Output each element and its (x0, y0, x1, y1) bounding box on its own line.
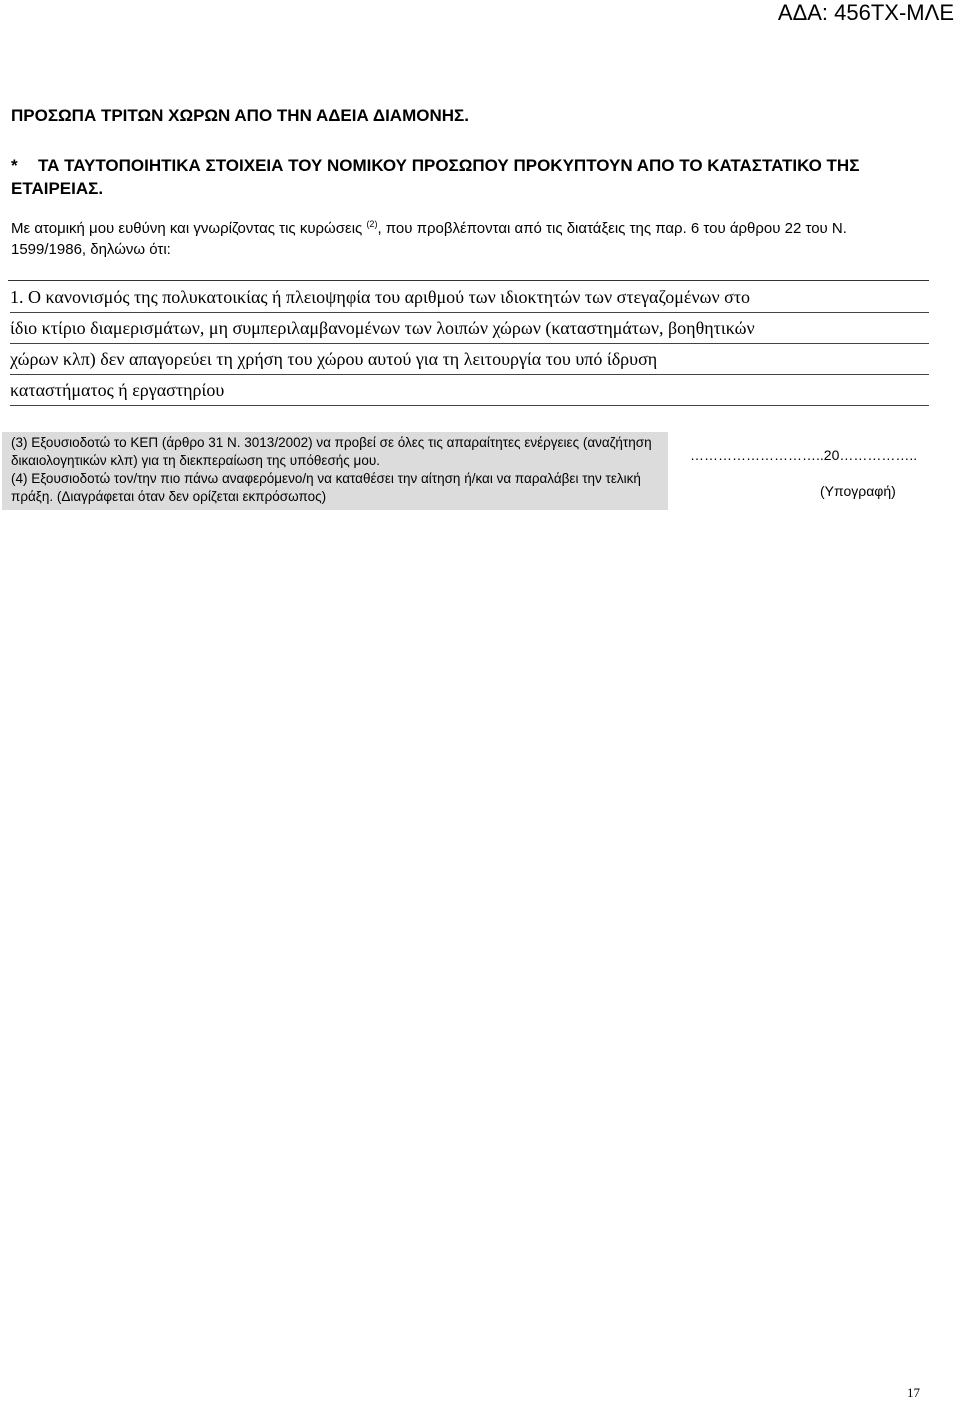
declaration-top-rule (8, 280, 929, 281)
signature-label: (Υπογραφή) (820, 483, 896, 499)
intro-text-start: Με ατομική μου ευθύνη και γνωρίζοντας τις κυρώσεις (11, 220, 367, 237)
declaration-line: χώρων κλπ) δεν απαγορεύει τη χρήση του χώρου αυτού για τη λειτουργία του υπό ίδρυση (10, 344, 929, 375)
declaration-line: ίδιο κτίριο διαμερισμάτων, μη συμπεριλαμβανομένων των λοιπών χώρων (καταστημάτων, βοηθητικών (10, 313, 929, 344)
declaration-intro (11, 218, 916, 260)
page-number: 17 (907, 1385, 920, 1400)
heading-legal-entity-note (11, 154, 921, 200)
footnote-reference: (2) (366, 219, 378, 229)
declaration-line: καταστήματος ή εργαστηρίου (10, 375, 929, 406)
footnotes-box (2, 432, 668, 510)
ada-code: ΑΔΑ: 456ΤΧ-ΜΛΕ (777, 0, 954, 25)
footnote-4: (4) Εξουσιοδοτώ τον/την πιο πάνω αναφερόμενο/η να καταθέσει την αίτηση ή/και να παραλάβει την τελική πράξη. (Διαγράφεται όταν δεν ορίζεται εκπρόσωπος) (11, 471, 641, 504)
heading-third-country-nationals: ΠΡΟΣΩΠΑ ΤΡΙΤΩΝ ΧΩΡΩΝ ΑΠΟ ΤΗΝ ΑΔΕΙΑ ΔΙΑΜΟΝΗΣ. (11, 106, 469, 125)
heading-legal-entity-text: ΤΑ ΤΑΥΤΟΠΟΙΗΤΙΚΑ ΣΤΟΙΧΕΙΑ ΤΟΥ ΝΟΜΙΚΟΥ ΠΡΟΣΩΠΟΥ ΠΡΟΚΥΠΤΟΥΝ ΑΠΟ ΤΟ ΚΑΤΑΣΤΑΤΙΚΟ ΤΗΣ ΕΤΑΙΡΕΙΑΣ. (11, 156, 860, 198)
intro-text-end: , που προβλέπονται από τις διατάξεις της παρ. 6 του άρθρου 22 του Ν. 1599/1986, δηλώνω ότι: (11, 220, 847, 258)
date-line: ………………………..20…………….. (690, 447, 918, 463)
declaration-line: 1. Ο κανονισμός της πολυκατοικίας ή πλειοψηφία του αριθμού των ιδιοκτητών των στεγαζομένων στο (10, 282, 929, 313)
declaration-text-block (10, 282, 929, 406)
footnote-3: (3) Εξουσιοδοτώ το ΚΕΠ (άρθρο 31 Ν. 3013/2002) να προβεί σε όλες τις απαραίτητες ενέργειες (αναζήτηση δικαιολογητικών κλπ) για τη διεκπεραίωση της υπόθεσής μου. (11, 435, 652, 468)
asterisk-marker: * (11, 156, 18, 175)
